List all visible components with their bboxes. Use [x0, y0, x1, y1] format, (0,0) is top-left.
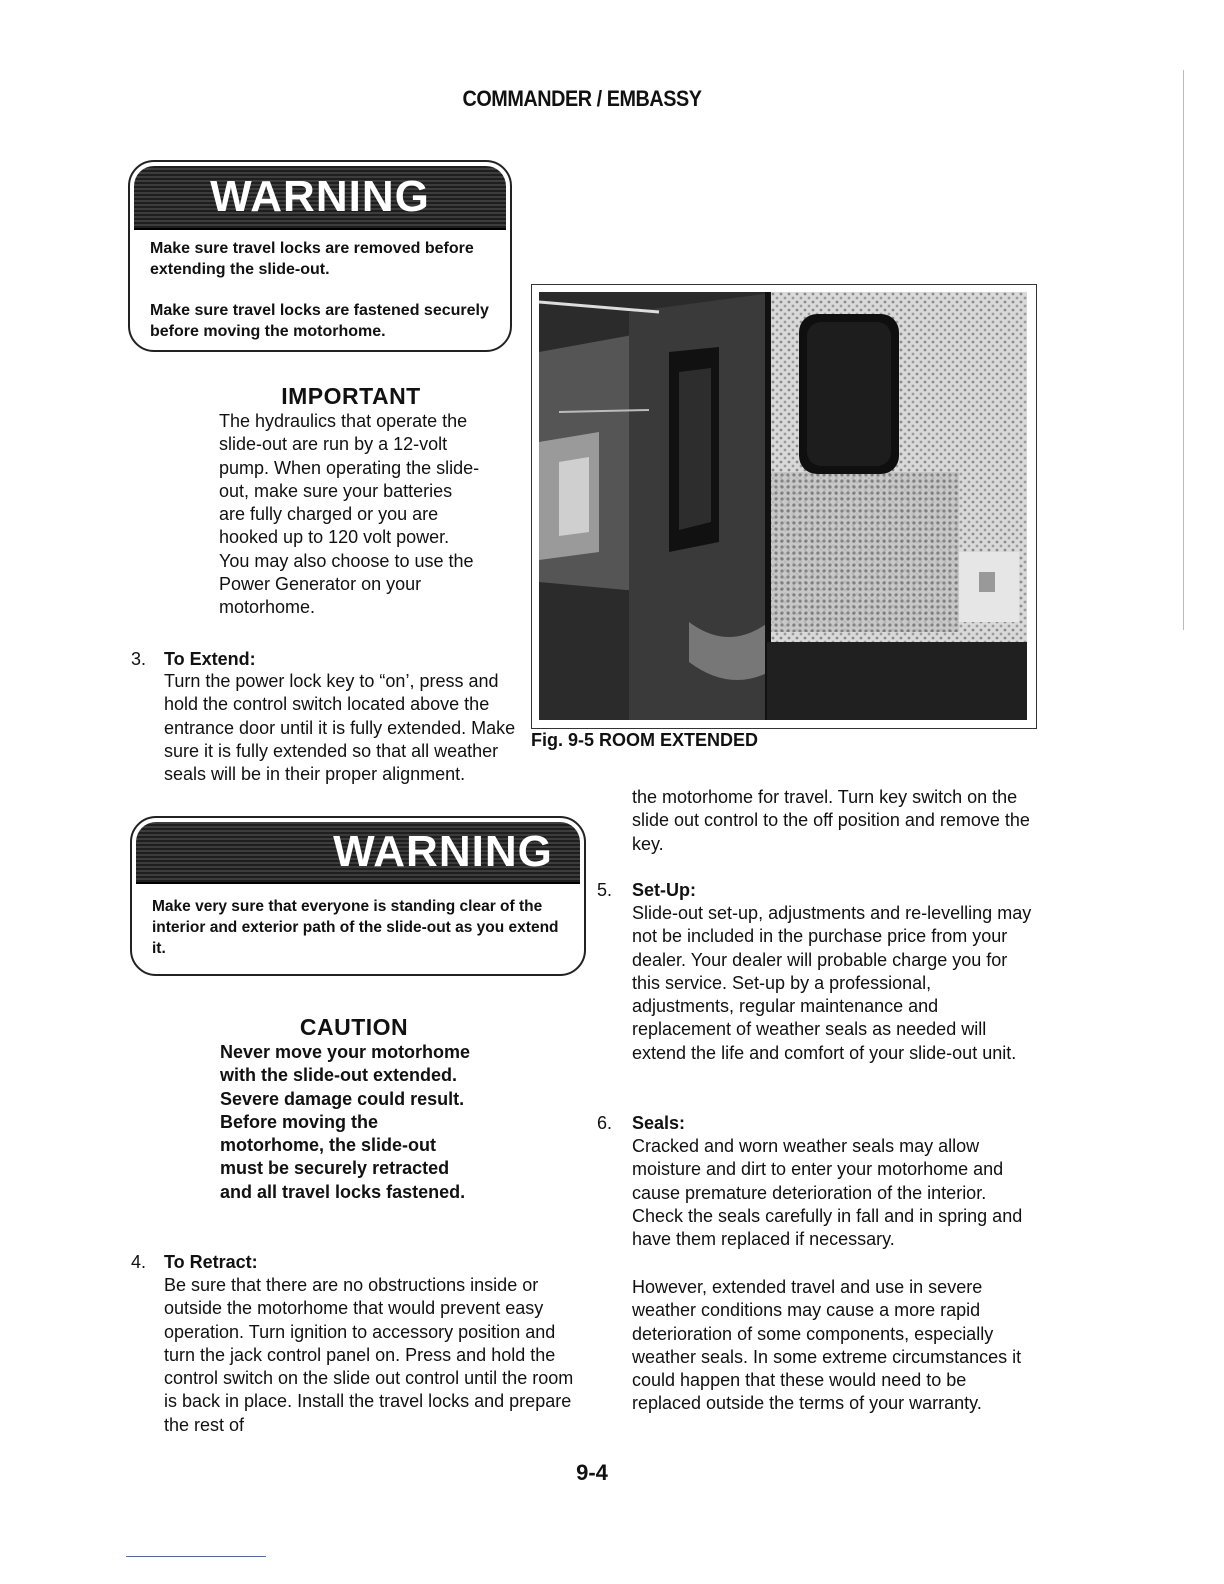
important-heading: IMPORTANT — [281, 383, 421, 409]
step-4-title: To Retract: — [164, 1252, 258, 1272]
warning-body — [130, 230, 510, 350]
scan-edge-line — [1183, 70, 1184, 630]
warning-banner — [134, 166, 506, 230]
step-4-continued-text: the motorhome for travel. Turn key switch on the slide out control to the off position and remove the key. — [632, 787, 1030, 854]
warning-body: Make very sure that everyone is standing clear of the interior and exterior path of the slide-out as you extend it. — [152, 898, 559, 957]
warning-banner — [136, 822, 580, 884]
figure-room-extended — [531, 284, 1037, 729]
step-6-title: Seals: — [632, 1113, 686, 1133]
warning-line-removed: Make sure travel locks are removed before extending the slide-out. — [150, 240, 474, 278]
step-6-warranty-text: However, extended travel and use in severe weather conditions may cause a more rapid deterioration of some components, especially weather seals. In some extreme circumstances it could happen that these would need to be replaced outside the terms of your warranty. — [632, 1277, 1022, 1414]
important-text: The hydraulics that operate the slide-out are run by a 12-volt pump. When operating the slide-out, make sure your batteries are fully charged or you are hooked up to 120 volt power. You may also choose to use the Power Generator on your motorhome. — [219, 411, 480, 618]
step-3-text: Turn the power lock key to “on’, press and hold the control switch located above the entrance door until it is fully extended. Make sure it is fully extended so that all weather seals will be in their proper alignment. — [164, 671, 516, 785]
warning-title: WARNING — [333, 827, 553, 876]
warning-box-travel-locks — [128, 160, 512, 352]
warning-title: WARNING — [210, 172, 430, 221]
warning-box-stand-clear — [130, 816, 586, 976]
step-4-text: Be sure that there are no obstructions inside or outside the motorhome that would prevent easy operation. Turn ignition to accessory position and turn the jack control panel on. Press and hold the control switch on the slide out control until the room is back in place. Install the travel locks and prepare the rest of — [164, 1275, 574, 1435]
step-6-text: Cracked and worn weather seals may allow moisture and dirt to enter your motorhome and cause premature deterioration of the interior. Check the seals carefully in fall and in spring and have them replaced if necessary. — [632, 1136, 1023, 1250]
step-4-number: 4. — [131, 1252, 147, 1272]
page-title: COMMANDER / EMBASSY — [462, 86, 702, 111]
caution-heading: CAUTION — [299, 1014, 409, 1040]
warning-line-fastened: Make sure travel locks are fastened securely before moving the motorhome. — [150, 302, 489, 340]
room-extended-photo — [539, 292, 1027, 720]
step-5-title: Set-Up: — [632, 880, 696, 900]
figure-caption: Fig. 9-5 ROOM EXTENDED — [531, 730, 759, 750]
caution-text: Never move your motorhome with the slide-out extended. Severe damage could result. Before moving the motorhome, the slide-out must be securely retracted and all travel locks fastened. — [220, 1042, 471, 1202]
page-number: 9-4 — [576, 1460, 608, 1485]
step-3-number: 3. — [131, 649, 147, 669]
footer-rule — [126, 1556, 266, 1557]
step-6-number: 6. — [597, 1113, 613, 1133]
step-5-number: 5. — [597, 880, 613, 900]
step-5-text: Slide-out set-up, adjustments and re-levelling may not be included in the purchase price from your dealer. Your dealer will probable charge you for this service. Set-up by a professional, adjustments, regular maintenance and replacement of weather seals as needed will extend the life and comfort of your slide-out unit. — [632, 903, 1032, 1063]
step-3-title: To Extend: — [164, 649, 256, 669]
